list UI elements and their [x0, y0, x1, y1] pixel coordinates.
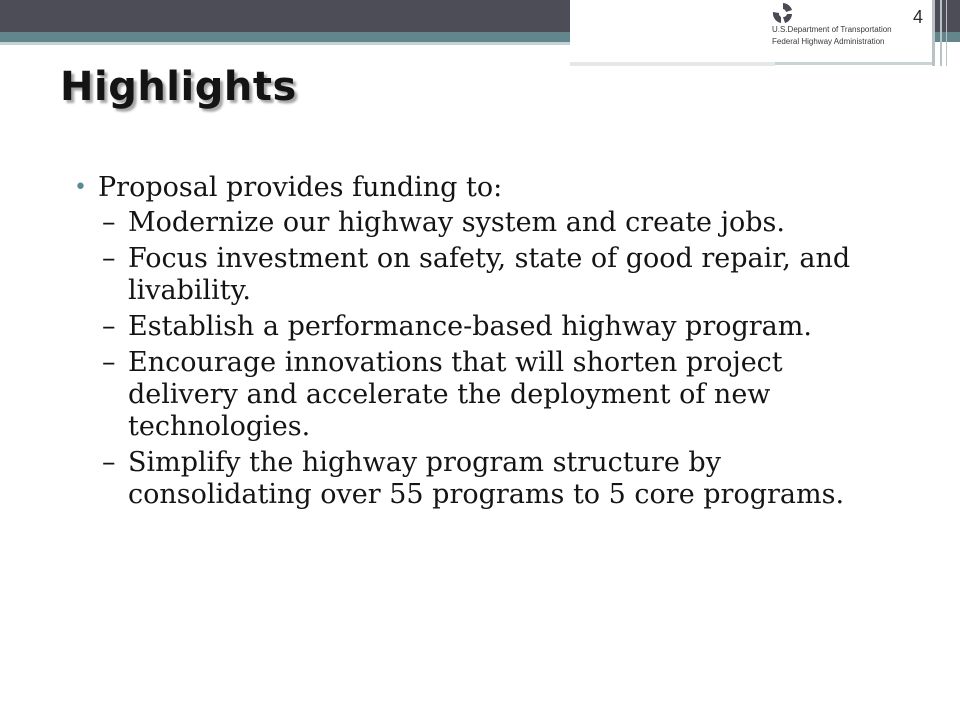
dash-marker-icon: – — [102, 243, 116, 274]
slide-body — [72, 170, 892, 515]
sub-bullet-item — [72, 207, 892, 239]
bullet-dot-icon: • — [74, 175, 87, 200]
slide-title: Highlights — [60, 64, 297, 110]
sub-bullet-text: Simplify the highway program structure by consolidating over 55 programs to 5 core programs. — [128, 447, 845, 510]
logo-department-text: U.S.Department of Transportation — [772, 25, 892, 34]
sub-bullet-item — [72, 347, 892, 443]
dash-marker-icon: – — [102, 311, 116, 342]
header-divider-line — [946, 0, 947, 66]
bullet-item — [72, 170, 892, 205]
header-divider-line — [940, 0, 942, 66]
dot-triskelion-logo-icon — [772, 2, 794, 24]
sub-bullet-text: Establish a performance-based highway program. — [128, 311, 812, 342]
dash-marker-icon: – — [102, 207, 116, 238]
sub-bullet-list — [72, 207, 892, 511]
logo-plate-step — [570, 62, 775, 66]
sub-bullet-item — [72, 311, 892, 343]
dash-marker-icon: – — [102, 347, 116, 378]
sub-bullet-item — [72, 447, 892, 511]
sub-bullet-text: Encourage innovations that will shorten project delivery and accelerate the deployment of new technologies. — [128, 347, 783, 442]
logo-agency-text: Federal Highway Administration — [772, 37, 885, 46]
slide-number: 4 — [912, 7, 923, 27]
sub-bullet-text: Focus investment on safety, state of good repair, and livability. — [128, 243, 851, 306]
sub-bullet-item — [72, 243, 892, 307]
bullet-text: Proposal provides funding to: — [98, 172, 503, 203]
header-divider-line — [932, 0, 935, 66]
sub-bullet-text: Modernize our highway system and create jobs. — [128, 207, 785, 238]
dash-marker-icon: – — [102, 447, 116, 478]
